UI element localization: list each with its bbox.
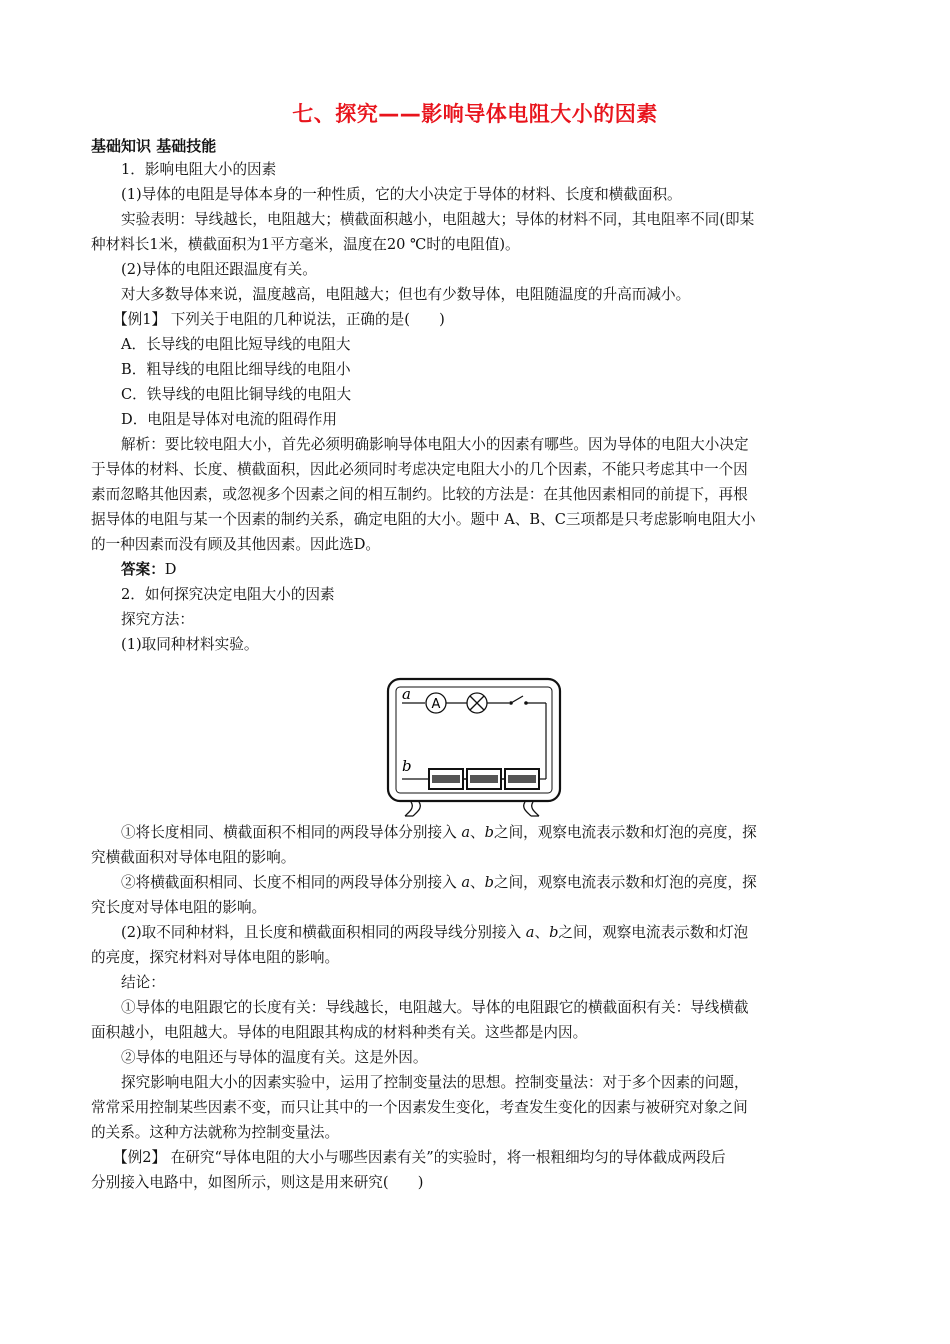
resistor-core bbox=[432, 775, 460, 783]
var-b: b bbox=[549, 924, 559, 941]
s2-cv-l3: 的关系。这种方法就称为控制变量法。 bbox=[91, 1124, 340, 1141]
section-2 bbox=[91, 820, 861, 1195]
s2-c1-text: 之间，观察电流表示数和灯泡的亮度，探 bbox=[493, 824, 757, 841]
s2-c1-text: ①将长度相同、横截面积不相同的两段导体分别接入 bbox=[121, 824, 462, 841]
answer-value: D bbox=[164, 561, 177, 578]
ex1-analysis-l2: 于导体的材料、长度、横截面积，因此必须同时考虑决定电阻大小的几个因素，不能只考虑其中一个因 bbox=[91, 461, 748, 478]
s2-c2-l1 bbox=[91, 870, 861, 895]
s1-p4: 对大多数导体来说，温度越高，电阻越大；但也有少数导体，电阻随温度的升高而减小。 bbox=[121, 286, 691, 303]
ex1-question: 下列关于电阻的几种说法，正确的是( ) bbox=[166, 311, 445, 328]
ex1-analysis-l1: 解析：要比较电阻大小，首先必须明确影响导体电阻大小的因素有哪些。因为导体的电阻大小决定 bbox=[121, 436, 749, 453]
var-a: a bbox=[461, 824, 471, 841]
s2-r1-l2: 面积越小，电阻越大。导体的电阻跟其构成的材料种类有关。这些都是内因。 bbox=[91, 1024, 588, 1041]
section-heading: 基础知识 基础技能 bbox=[91, 137, 217, 155]
ex1-option-a: A．长导线的电阻比短导线的电阻大 bbox=[121, 336, 351, 353]
ex1-option-c: C．铁导线的电阻比铜导线的电阻大 bbox=[121, 386, 352, 403]
s1-p3: (2)导体的电阻还跟温度有关。 bbox=[121, 261, 317, 278]
s2-m2-l1 bbox=[91, 920, 861, 945]
s1-p2-l1: 实验表明：导线越长，电阻越大；横截面积越小，电阻越大；导体的材料不同，其电阻率不同(即某 bbox=[121, 211, 755, 228]
ex1-question-line bbox=[91, 307, 861, 332]
s2-conclusion: 结论： bbox=[121, 974, 165, 991]
ex1-label: 【例1】 bbox=[113, 311, 167, 328]
var-b: b bbox=[484, 824, 494, 841]
s2-heading: 2．如何探究决定电阻大小的因素 bbox=[121, 586, 335, 603]
s2-r1-l1: ①导体的电阻跟它的长度有关：导线越长，电阻越大。导体的电阻跟它的横截面积有关：导线横截 bbox=[121, 999, 749, 1016]
sep: 、 bbox=[470, 874, 485, 891]
ex1-option-b: B．粗导线的电阻比细导线的电阻小 bbox=[121, 361, 351, 378]
s2-m1: (1)取同种材料实验。 bbox=[121, 636, 259, 653]
ex2-label: 【例2】 bbox=[113, 1149, 167, 1166]
s2-c2-l2: 究长度对导体电阻的影响。 bbox=[91, 899, 267, 916]
ex1-option-d: D．电阻是导体对电流的阻碍作用 bbox=[121, 411, 338, 428]
s1-heading: 1．影响电阻大小的因素 bbox=[121, 161, 277, 178]
var-a: a bbox=[461, 874, 471, 891]
s2-method: 探究方法： bbox=[121, 611, 194, 628]
board-foot-right bbox=[524, 802, 539, 816]
page-title: 七、探究——影响导体电阻大小的因素 bbox=[292, 102, 658, 126]
ex2-line-1 bbox=[91, 1145, 861, 1170]
ex1-answer bbox=[91, 557, 861, 582]
resistor-core bbox=[508, 775, 536, 783]
sep: 、 bbox=[470, 824, 485, 841]
s2-r2: ②导体的电阻还与导体的温度有关。这是外因。 bbox=[121, 1049, 428, 1066]
s1-p2-l2: 种材料长1米，横截面积为1平方毫米，温度在20 ℃时的电阻值)。 bbox=[91, 236, 520, 253]
ex1-analysis-l3: 素而忽略其他因素，或忽视多个因素之间的相互制约。比较的方法是：在其他因素相同的前提下，再根 bbox=[91, 486, 748, 503]
s2-cv-l1: 探究影响电阻大小的因素实验中，运用了控制变量法的思想。控制变量法：对于多个因素的问题， bbox=[121, 1074, 749, 1091]
var-a: a bbox=[525, 924, 535, 941]
answer-label: 答案： bbox=[121, 561, 165, 578]
s2-m2-l2: 的亮度，探究材料对导体电阻的影响。 bbox=[91, 949, 340, 966]
terminal-b-label: b bbox=[402, 757, 412, 775]
circuit-figure bbox=[385, 676, 563, 818]
ex2-text: 在研究“导体电阻的大小与哪些因素有关”的实验时，将一根粗细均匀的导体截成两段后 bbox=[166, 1149, 726, 1166]
s2-c1-l2: 究横截面积对导体电阻的影响。 bbox=[91, 849, 296, 866]
resistor-core bbox=[470, 775, 498, 783]
s2-cv-l2: 常常采用控制某些因素不变，而只让其中的一个因素发生变化，考查发生变化的因素与被研究对象之间 bbox=[91, 1099, 748, 1116]
terminal-a-label: a bbox=[402, 685, 411, 703]
ex2-line-2: 分别接入电路中，如图所示，则这是用来研究( ) bbox=[91, 1174, 424, 1191]
s2-c2-text: ②将横截面积相同、长度不相同的两段导体分别接入 bbox=[121, 874, 462, 891]
s2-c2-text: 之间，观察电流表示数和灯泡的亮度，探 bbox=[493, 874, 757, 891]
board-foot-left bbox=[405, 802, 420, 816]
s2-c1-l1 bbox=[91, 820, 861, 845]
sep: 、 bbox=[534, 924, 550, 941]
s2-m2-text: (2)取不同种材料，且长度和横截面积相同的两段导线分别接入 bbox=[121, 924, 526, 941]
ex1-analysis-l4: 据导体的电阻与某一个因素的制约关系，确定电阻的大小。题中 A、B、C三项都是只考虑影响电阻大小 bbox=[91, 511, 756, 528]
switch-icon bbox=[511, 696, 523, 703]
s2-m2-text: 之间，观察电流表示数和灯泡 bbox=[558, 924, 749, 941]
s1-p1: (1)导体的电阻是导体本身的一种性质，它的大小决定于导体的材料、长度和横截面积。 bbox=[121, 186, 682, 203]
ammeter-label: A bbox=[431, 697, 441, 712]
ex1-analysis-l5: 的一种因素而没有顾及其他因素。因此选D。 bbox=[91, 536, 380, 553]
var-b: b bbox=[484, 874, 494, 891]
section-1 bbox=[91, 157, 861, 657]
